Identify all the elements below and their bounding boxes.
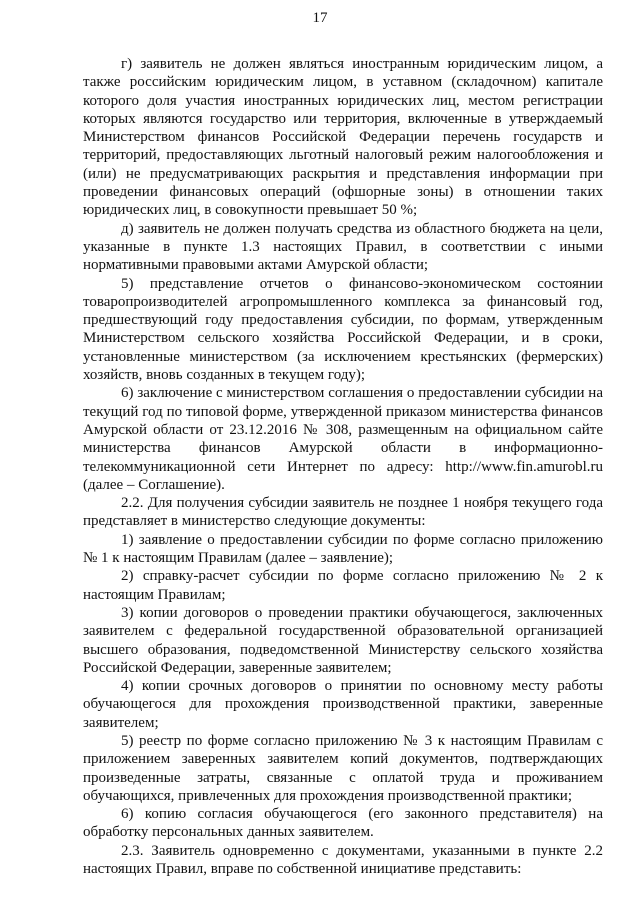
list-item-2-calculation: 2) справку-расчет субсидии по форме согласно приложению № 2 к настоящим Правилам; (83, 568, 603, 603)
paragraph-6-agreement: 6) заключение с министерством соглашения о предоставлении субсидии на текущий год по типовой форме, утвержденной приказом министерства финансов Амурской области от 23.12.2016 № 308, размещенным на официальном сайте министерства финансов Амурской области в информационно-телекоммуникационной сети Интернет по адресу: http://www.fin.amurobl.ru (далее – Соглашение). (83, 385, 603, 493)
paragraph-d-budget-funds: д) заявитель не должен получать средства из областного бюджета на цели, указанные в пункте 1.3 настоящих Правил, в соответствии с иными нормативными правовыми актами Амурской области; (83, 220, 603, 274)
list-item-1-application: 1) заявление о предоставлении субсидии по форме согласно приложению № 1 к настоящим Правилам (далее – заявление); (83, 531, 603, 567)
list-item-5-registry: 5) реестр по форме согласно приложению № 3 к настоящим Правилам с приложением заверенных заявителем копий документов, подтверждающих произведенные затраты, связанные с оплатой труда и проживанием обучающихся, привлеченных для прохождения производственной практики; (83, 732, 603, 804)
list-item-6-consent: 6) копию согласия обучающегося (его законного представителя) на обработку персональных данных заявителем. (83, 806, 603, 841)
page-number: 17 (312, 10, 328, 26)
paragraph-5-financial-reports: 5) представление отчетов о финансово-экономическом состоянии товаропроизводителей агропромышленного комплекса за финансовый год, предшествующий году предоставления субсидии, по формам, утвержденным Министерством сельского хозяйства Российской Федерации, и в сроки, установленные министерством (за исключением крестьянских (фермерских) хозяйств, вновь созданных в текущем году); (83, 275, 603, 384)
paragraph-2-2-documents: 2.2. Для получения субсидии заявитель не позднее 1 ноября текущего года представляет в министерство следующие документы: (83, 495, 603, 530)
list-item-3-practice-contracts: 3) копии договоров о проведении практики обучающегося, заключенных заявителем с федеральной государственной образовательной организацией высшего образования, подведомственной Министерству сельского хозяйства Российской Федерации, заверенные заявителем; (83, 604, 603, 676)
paragraph-g-foreign-entity: г) заявитель не должен являться иностранным юридическим лицом, а также российским юридическим лицом, в уставном (складочном) капитале которого доля участия иностранных юридических лиц, местом регистрации которых являются государство или территория, включенные в утверждаемый Министерством финансов Российской Федерации перечень государств и территорий, предоставляющих льготный налоговый режим налогообложения и (или) не предусматривающих раскрытия и представления информации при проведении финансовых операций (офшорные зоны) в отношении таких юридических лиц, в совокупности превышает 50 %; (83, 56, 603, 219)
document-body (83, 55, 603, 878)
list-item-4-employment-contracts: 4) копии срочных договоров о принятии по основному месту работы обучающегося для прохождения производственной практики, заверенные заявителем; (83, 678, 603, 731)
paragraph-2-3-additional: 2.3. Заявитель одновременно с документами, указанными в пункте 2.2 настоящих Правил, вправе по собственной инициативе представить: (83, 842, 603, 878)
